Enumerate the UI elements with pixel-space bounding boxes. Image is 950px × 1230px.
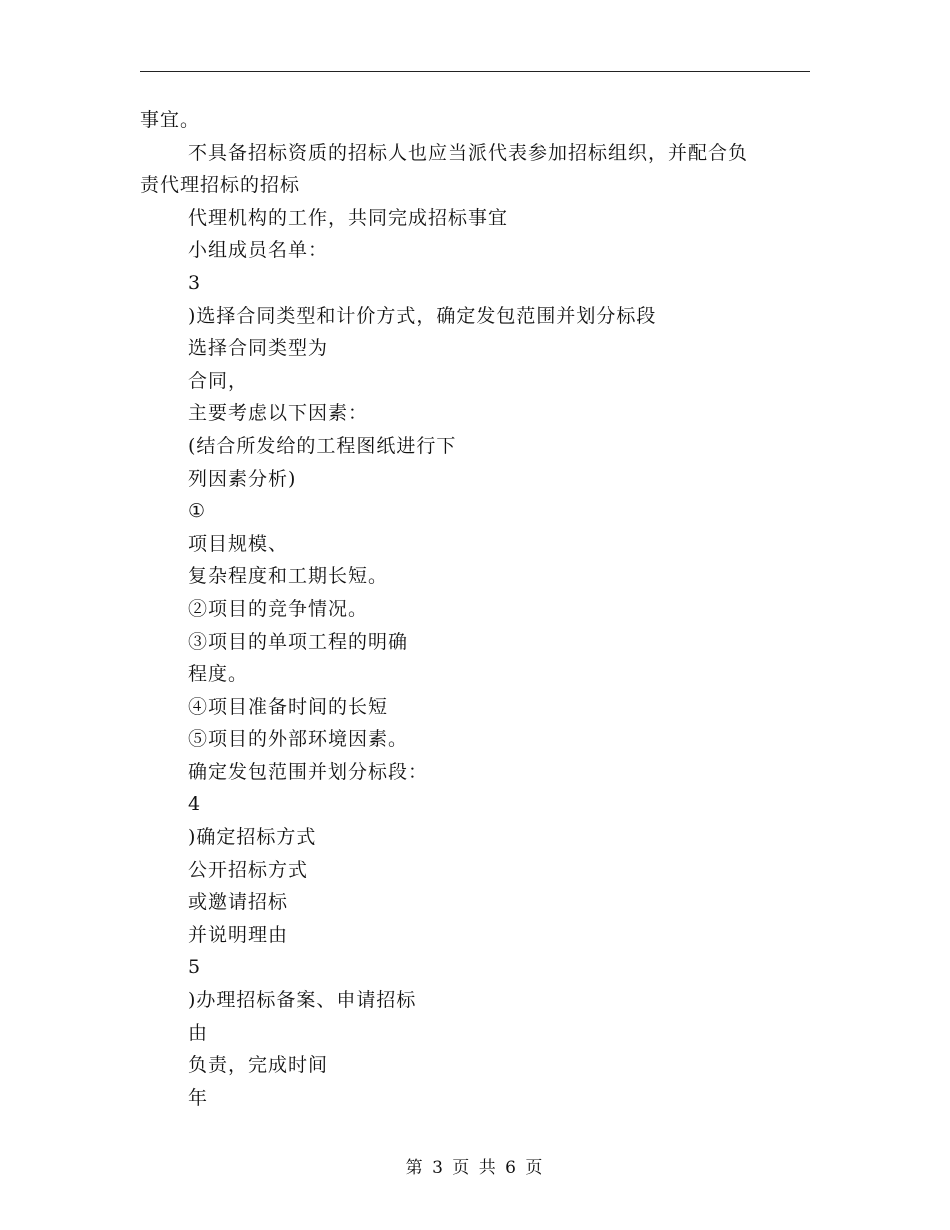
text-line: 主要考虑以下因素： [188, 402, 369, 425]
text-line: 程度。 [188, 663, 249, 686]
text-line: 并说明理由 [188, 923, 289, 946]
header-rule [140, 71, 810, 72]
text-line: 列因素分析) [188, 467, 297, 490]
text-line: 公开招标方式 [188, 858, 309, 881]
text-line: 年 [188, 1086, 209, 1109]
text-line: 4 [188, 793, 202, 816]
text-line: )选择合同类型和计价方式，确定发包范围并划分标段 [188, 304, 657, 327]
text-line: 确定发包范围并划分标段： [188, 760, 429, 783]
text-line: 小组成员名单： [188, 239, 329, 262]
text-line: 由 [188, 1021, 209, 1044]
text-line: 选择合同类型为 [188, 337, 329, 360]
text-line: 代理机构的工作，共同完成招标事宜 [188, 206, 509, 229]
text-line: 或邀请招标 [188, 891, 289, 914]
text-line: 复杂程度和工期长短。 [188, 565, 389, 588]
text-line: ① [188, 500, 207, 523]
text-line: ④项目准备时间的长短 [188, 695, 389, 718]
text-line: ③项目的单项工程的明确 [188, 630, 409, 653]
document-body [140, 104, 810, 1114]
text-line: 事宜。 [140, 109, 201, 131]
text-line: 5 [188, 956, 202, 979]
text-line: 3 [188, 271, 202, 294]
text-line: 项目规模、 [188, 532, 289, 555]
text-line: 负责，完成时间 [188, 1054, 329, 1077]
text-line: )确定招标方式 [188, 826, 317, 849]
text-line: ⑤项目的外部环境因素。 [188, 728, 409, 751]
text-line: (结合所发给的工程图纸进行下 [188, 434, 457, 457]
text-line: 不具备招标资质的招标人也应当派代表参加招标组织，并配合负 [188, 141, 749, 164]
text-line: 责代理招标的招标 [140, 174, 301, 197]
text-line: 合同， [188, 369, 249, 392]
page-footer: 第 3 页 共 6 页 [405, 1158, 545, 1178]
text-line: )办理招标备案、申请招标 [188, 989, 417, 1012]
text-line: ②项目的竞争情况。 [188, 597, 369, 620]
